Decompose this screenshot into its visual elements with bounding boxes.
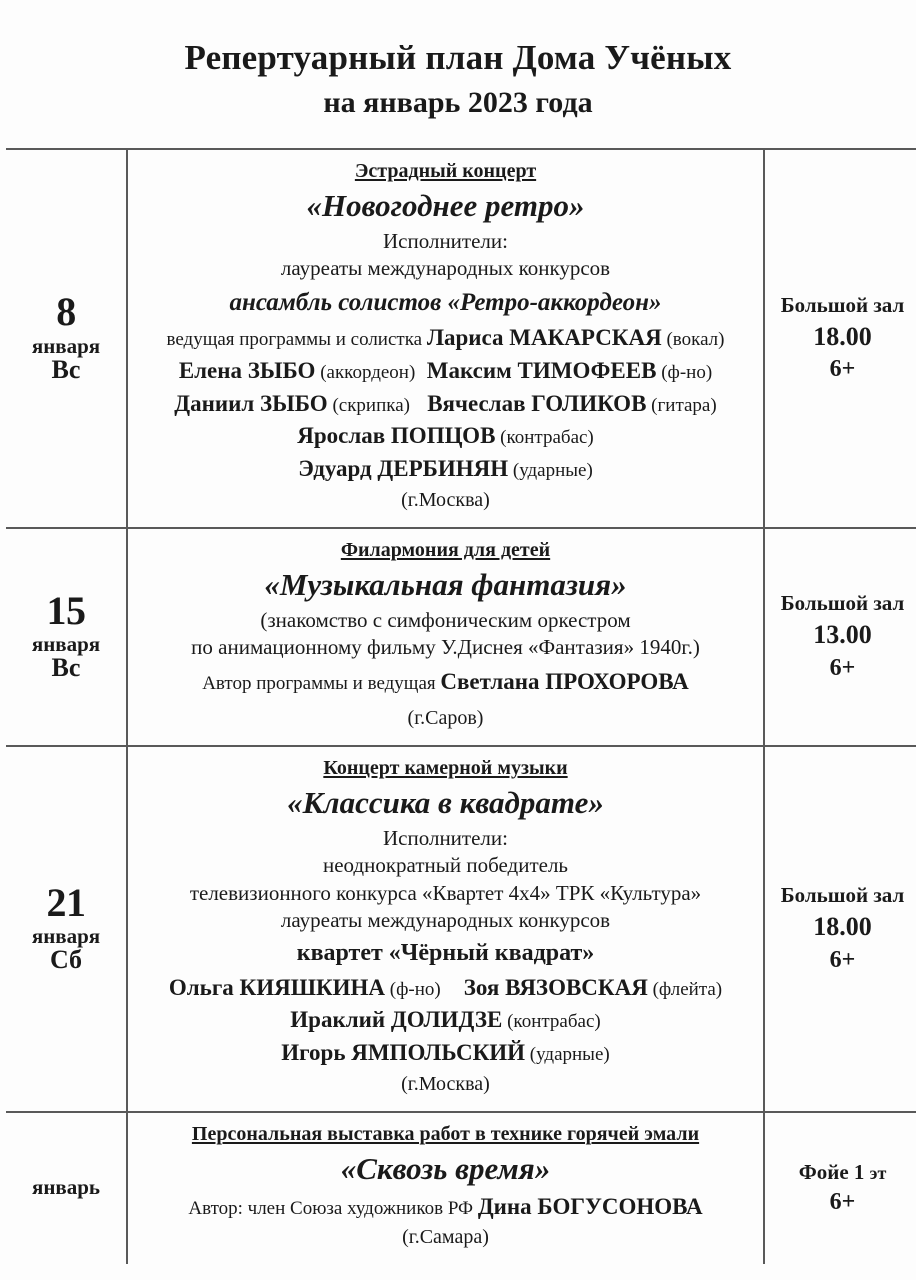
event-kind: Эстрадный концерт bbox=[354, 160, 537, 182]
event-kind: Персональная выставка работ в технике горячей эмали bbox=[191, 1122, 700, 1145]
exhibition-author bbox=[140, 1191, 751, 1224]
date-cell bbox=[6, 528, 127, 746]
performer-line bbox=[140, 1037, 751, 1070]
event-cell bbox=[127, 746, 764, 1112]
performer-line bbox=[140, 388, 751, 421]
performers-label: Исполнители: bbox=[383, 826, 508, 851]
performer-name: Ольга КИЯШКИНА bbox=[168, 974, 386, 1000]
performer-role: (ударные) bbox=[508, 459, 593, 481]
date-cell bbox=[6, 746, 127, 1112]
age-rating: 6+ bbox=[829, 1189, 856, 1216]
credit-line: неоднократный победитель bbox=[322, 853, 569, 878]
lead-prefix: ведущая программы и солистка bbox=[166, 329, 427, 351]
performer-line bbox=[140, 1004, 751, 1037]
performer-name: Максим ТИМОФЕЕВ bbox=[426, 357, 657, 383]
lead-role: (вокал) bbox=[661, 329, 725, 351]
page-title: Репертуарный план Дома Учёных bbox=[184, 38, 732, 77]
venue-name bbox=[771, 1160, 914, 1185]
author-prefix: Автор: член Союза художников РФ bbox=[188, 1197, 478, 1219]
lead-performer bbox=[140, 322, 751, 355]
venue-cell bbox=[764, 746, 916, 1112]
ensemble-name: ансамбль солистов «Ретро-аккордеон» bbox=[229, 288, 662, 316]
event-city: (г.Саров) bbox=[407, 707, 484, 729]
venue-time: 18.00 bbox=[813, 321, 872, 351]
venue-floor-unit: эт bbox=[869, 1162, 887, 1183]
performer-name: Вячеслав ГОЛИКОВ bbox=[427, 390, 647, 416]
performer-name: Елена ЗЫБО bbox=[178, 357, 316, 383]
date-day: 15 bbox=[46, 587, 86, 633]
performer-name: Игорь ЯМПОЛЬСКИЙ bbox=[281, 1039, 526, 1065]
date-cell bbox=[6, 149, 127, 528]
performer-name: Ярослав ПОПЦОВ bbox=[297, 423, 496, 449]
event-title: «Новогоднее ретро» bbox=[306, 188, 585, 223]
performer-line bbox=[140, 972, 751, 1005]
event-note: (знакомство с симфоническим оркестром bbox=[260, 607, 631, 632]
date-weekday: Сб bbox=[49, 945, 83, 975]
event-city: (г.Самара) bbox=[402, 1226, 489, 1249]
table-row bbox=[6, 528, 916, 746]
date-day: 21 bbox=[46, 879, 86, 925]
performer-role: (ф-но) bbox=[656, 361, 713, 383]
performer-line bbox=[140, 420, 751, 453]
date-month: января bbox=[31, 632, 101, 657]
event-city: (г.Москва) bbox=[401, 1072, 490, 1095]
event-title: «Музыкальная фантазия» bbox=[264, 566, 627, 602]
program-author bbox=[140, 666, 751, 699]
performer-name: Даниил ЗЫБО bbox=[174, 390, 328, 416]
credit-line: лауреаты международных конкурсов bbox=[280, 908, 611, 933]
ensemble-name: квартет «Чёрный квадрат» bbox=[296, 940, 595, 967]
age-rating: 6+ bbox=[829, 356, 856, 383]
venue-name: Большой зал bbox=[780, 883, 905, 908]
date-month: января bbox=[31, 924, 101, 949]
date-day: 8 bbox=[56, 289, 76, 335]
performer-role: (ударные) bbox=[525, 1043, 610, 1065]
event-title: «Сквозь время» bbox=[340, 1150, 551, 1186]
table-row bbox=[6, 746, 916, 1112]
date-weekday: Вс bbox=[51, 653, 81, 683]
date-weekday: Вс bbox=[51, 354, 81, 384]
performer-role: (контрабас) bbox=[495, 427, 594, 449]
venue-name: Большой зал bbox=[780, 292, 905, 317]
venue-cell bbox=[764, 528, 916, 746]
author-prefix: Автор программы и ведущая bbox=[202, 673, 441, 695]
age-rating: 6+ bbox=[829, 654, 856, 681]
performer-role: (гитара) bbox=[646, 394, 717, 416]
table-row bbox=[6, 149, 916, 528]
performer-role: (контрабас) bbox=[502, 1011, 601, 1033]
date-month: январь bbox=[31, 1175, 101, 1200]
performer-role: (флейта) bbox=[647, 978, 723, 1000]
author-name: Дина БОГУСОНОВА bbox=[477, 1193, 703, 1219]
event-cell bbox=[127, 149, 764, 528]
age-rating: 6+ bbox=[829, 946, 856, 973]
performer-line bbox=[140, 355, 751, 388]
table-row bbox=[6, 1112, 916, 1265]
venue-name: Большой зал bbox=[780, 591, 905, 616]
performers-label: Исполнители: bbox=[383, 229, 508, 254]
venue-time: 18.00 bbox=[813, 912, 872, 942]
performer-line bbox=[140, 453, 751, 486]
page-subtitle: на январь 2023 года bbox=[323, 86, 593, 120]
venue-cell bbox=[764, 1112, 916, 1265]
event-city: (г.Москва) bbox=[401, 488, 490, 511]
event-note: по анимационному фильму У.Диснея «Фантазия» 1940г.) bbox=[191, 635, 700, 660]
venue-time: 13.00 bbox=[813, 620, 872, 650]
date-month: января bbox=[31, 333, 101, 358]
performer-name: Ираклий ДОЛИДЗЕ bbox=[290, 1007, 503, 1033]
lead-name: Лариса МАКАРСКАЯ bbox=[426, 325, 662, 351]
schedule-table bbox=[6, 148, 916, 1264]
venue-cell bbox=[764, 149, 916, 528]
date-cell bbox=[6, 1112, 127, 1265]
performer-name: Эдуард ДЕРБИНЯН bbox=[298, 455, 509, 481]
credit-line: телевизионного конкурса «Квартет 4х4» ТРК «Культура» bbox=[189, 880, 702, 905]
event-cell bbox=[127, 1112, 764, 1265]
document-header bbox=[0, 0, 916, 121]
credit-line: лауреаты международных конкурсов bbox=[280, 256, 611, 281]
event-kind: Концерт камерной музыки bbox=[323, 757, 568, 779]
author-name: Светлана ПРОХОРОВА bbox=[440, 669, 689, 695]
event-cell bbox=[127, 528, 764, 746]
performer-name: Зоя ВЯЗОВСКАЯ bbox=[463, 974, 648, 1000]
performer-role: (скрипка) bbox=[327, 394, 410, 416]
performer-role: (аккордеон) bbox=[315, 361, 416, 383]
event-kind: Филармония для детей bbox=[340, 538, 551, 561]
venue-name-text: Фойе 1 bbox=[798, 1159, 870, 1184]
event-title: «Классика в квадрате» bbox=[287, 785, 604, 820]
performer-role: (ф-но) bbox=[385, 978, 441, 1000]
